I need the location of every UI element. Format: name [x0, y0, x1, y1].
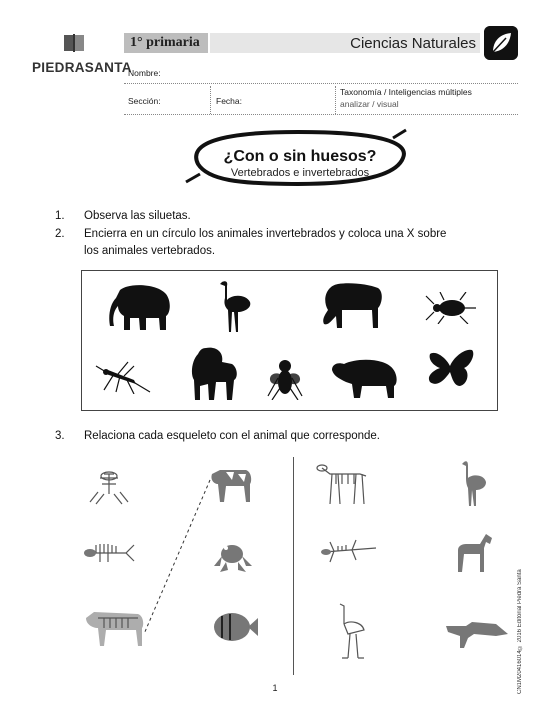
fly-icon[interactable]	[264, 356, 306, 400]
bear-icon[interactable]	[328, 356, 400, 400]
nombre-field[interactable]	[124, 82, 518, 84]
lizard-skeleton-icon[interactable]	[320, 536, 380, 566]
activity-subtitle: Vertebrados e invertebrados	[230, 167, 370, 179]
frog-icon[interactable]	[212, 536, 254, 574]
zebra-icon[interactable]	[318, 280, 386, 332]
taxonomy-label: Taxonomía / Inteligencias múltiples	[340, 87, 472, 97]
seccion-label: Sección:	[128, 96, 161, 106]
ostrich-skeleton-icon[interactable]	[334, 600, 368, 660]
divider	[335, 86, 336, 114]
grade-label: 1° primaria	[130, 35, 200, 50]
instruction-text: Encierra en un círculo los animales invertebrados y coloca una X sobre	[84, 228, 447, 240]
horse-skeleton-icon[interactable]	[316, 462, 372, 506]
example-match-line	[140, 478, 214, 638]
instruction-number: 2.	[55, 228, 65, 240]
cow-icon[interactable]	[208, 462, 256, 504]
leaf-icon	[484, 26, 518, 60]
instruction-text: los animales vertebrados.	[84, 245, 216, 257]
butterfly-icon[interactable]	[424, 346, 480, 392]
elephant-icon[interactable]	[106, 282, 178, 332]
frog-skeleton-icon[interactable]	[86, 470, 132, 506]
instruction-text: Observa las siluetas.	[84, 210, 191, 222]
lion-icon[interactable]	[186, 346, 242, 402]
ostrich-photo-icon[interactable]	[458, 460, 488, 508]
fish-skeleton-icon[interactable]	[82, 540, 136, 566]
butterflyfish-icon[interactable]	[208, 610, 260, 644]
copyright-note: © 2016 Editorial Piedra Santa	[517, 569, 523, 650]
fecha-label: Fecha:	[216, 96, 242, 106]
divider	[210, 86, 211, 114]
book-logo-icon	[62, 32, 86, 54]
crocodile-icon[interactable]	[444, 612, 510, 652]
publisher-logo: PIEDRASANTA	[32, 60, 132, 75]
ostrich-icon[interactable]	[214, 278, 254, 334]
beetle-icon[interactable]	[424, 292, 476, 324]
instruction-number: 3.	[55, 430, 65, 442]
skills-label: analizar / visual	[340, 99, 399, 109]
instruction-text: Relaciona cada esqueleto con el animal que corresponde.	[84, 430, 381, 442]
fecha-field[interactable]	[124, 113, 518, 115]
subject-label: Ciencias Naturales	[350, 35, 476, 52]
activity-title: ¿Con o sin huesos?	[223, 148, 377, 165]
page-number: 1	[272, 683, 278, 693]
nombre-label: Nombre:	[128, 68, 161, 78]
horse-icon[interactable]	[452, 530, 496, 574]
mosquito-icon[interactable]	[94, 356, 156, 394]
instruction-number: 1.	[55, 210, 65, 222]
document-code: CN1M20416014	[517, 650, 523, 694]
column-divider	[293, 457, 294, 675]
